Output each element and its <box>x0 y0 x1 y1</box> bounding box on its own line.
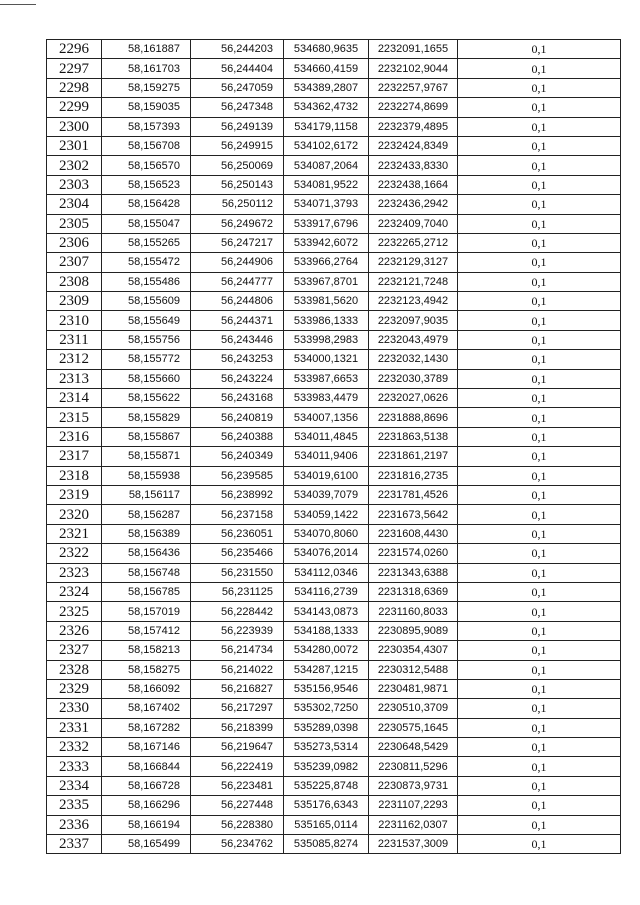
table-row <box>47 505 621 524</box>
y-coordinate-cell: 2231608,4430 <box>369 524 458 543</box>
accuracy-cell: 0,1 <box>458 292 621 311</box>
table-row <box>47 175 621 194</box>
longitude-cell: 56,247059 <box>191 78 284 97</box>
y-coordinate-cell: 2231162,0307 <box>369 815 458 834</box>
x-coordinate-cell: 534070,8060 <box>284 524 369 543</box>
latitude-cell: 58,156389 <box>102 524 191 543</box>
longitude-cell: 56,234762 <box>191 835 284 854</box>
latitude-cell: 58,155938 <box>102 466 191 485</box>
table-row <box>47 311 621 330</box>
latitude-cell: 58,157412 <box>102 621 191 640</box>
longitude-cell: 56,228380 <box>191 815 284 834</box>
y-coordinate-cell: 2232123,4942 <box>369 292 458 311</box>
longitude-cell: 56,244371 <box>191 311 284 330</box>
x-coordinate-cell: 534000,1321 <box>284 350 369 369</box>
x-coordinate-cell: 533983,4479 <box>284 389 369 408</box>
x-coordinate-cell: 534071,3793 <box>284 195 369 214</box>
latitude-cell: 58,161703 <box>102 59 191 78</box>
longitude-cell: 56,250069 <box>191 156 284 175</box>
table-row <box>47 272 621 291</box>
point-number: 2297 <box>47 59 102 78</box>
point-number: 2325 <box>47 602 102 621</box>
y-coordinate-cell: 2232097,9035 <box>369 311 458 330</box>
x-coordinate-cell: 534143,0873 <box>284 602 369 621</box>
table-row <box>47 98 621 117</box>
y-coordinate-cell: 2230354,4307 <box>369 641 458 660</box>
table-row <box>47 59 621 78</box>
point-number: 2336 <box>47 815 102 834</box>
point-number: 2331 <box>47 718 102 737</box>
latitude-cell: 58,156748 <box>102 563 191 582</box>
point-number: 2320 <box>47 505 102 524</box>
accuracy-cell: 0,1 <box>458 699 621 718</box>
table-row <box>47 466 621 485</box>
x-coordinate-cell: 534076,2014 <box>284 544 369 563</box>
x-coordinate-cell: 533942,6072 <box>284 233 369 252</box>
table-row <box>47 757 621 776</box>
x-coordinate-cell: 534116,2739 <box>284 582 369 601</box>
table-row <box>47 40 621 59</box>
accuracy-cell: 0,1 <box>458 796 621 815</box>
point-number: 2327 <box>47 641 102 660</box>
latitude-cell: 58,156117 <box>102 485 191 504</box>
y-coordinate-cell: 2231537,3009 <box>369 835 458 854</box>
y-coordinate-cell: 2232027,0626 <box>369 389 458 408</box>
longitude-cell: 56,249672 <box>191 214 284 233</box>
longitude-cell: 56,240349 <box>191 447 284 466</box>
table-row <box>47 835 621 854</box>
point-number: 2319 <box>47 485 102 504</box>
point-number: 2328 <box>47 660 102 679</box>
longitude-cell: 56,236051 <box>191 524 284 543</box>
y-coordinate-cell: 2232438,1664 <box>369 175 458 194</box>
accuracy-cell: 0,1 <box>458 660 621 679</box>
point-number: 2303 <box>47 175 102 194</box>
accuracy-cell: 0,1 <box>458 505 621 524</box>
latitude-cell: 58,155871 <box>102 447 191 466</box>
x-coordinate-cell: 535176,6343 <box>284 796 369 815</box>
x-coordinate-cell: 533981,5620 <box>284 292 369 311</box>
accuracy-cell: 0,1 <box>458 835 621 854</box>
accuracy-cell: 0,1 <box>458 524 621 543</box>
x-coordinate-cell: 535225,8748 <box>284 776 369 795</box>
accuracy-cell: 0,1 <box>458 466 621 485</box>
x-coordinate-cell: 535165,0114 <box>284 815 369 834</box>
x-coordinate-cell: 535156,9546 <box>284 679 369 698</box>
longitude-cell: 56,244203 <box>191 40 284 59</box>
x-coordinate-cell: 535085,8274 <box>284 835 369 854</box>
x-coordinate-cell: 533986,1333 <box>284 311 369 330</box>
longitude-cell: 56,240388 <box>191 427 284 446</box>
accuracy-cell: 0,1 <box>458 330 621 349</box>
longitude-cell: 56,223939 <box>191 621 284 640</box>
y-coordinate-cell: 2230312,5488 <box>369 660 458 679</box>
y-coordinate-cell: 2232043,4979 <box>369 330 458 349</box>
accuracy-cell: 0,1 <box>458 776 621 795</box>
latitude-cell: 58,155829 <box>102 408 191 427</box>
point-number: 2315 <box>47 408 102 427</box>
latitude-cell: 58,157393 <box>102 117 191 136</box>
point-number: 2337 <box>47 835 102 854</box>
latitude-cell: 58,156428 <box>102 195 191 214</box>
accuracy-cell: 0,1 <box>458 136 621 155</box>
latitude-cell: 58,156785 <box>102 582 191 601</box>
table-row <box>47 447 621 466</box>
point-number: 2326 <box>47 621 102 640</box>
x-coordinate-cell: 534680,9635 <box>284 40 369 59</box>
y-coordinate-cell: 2232409,7040 <box>369 214 458 233</box>
accuracy-cell: 0,1 <box>458 117 621 136</box>
y-coordinate-cell: 2232379,4895 <box>369 117 458 136</box>
accuracy-cell: 0,1 <box>458 485 621 504</box>
accuracy-cell: 0,1 <box>458 602 621 621</box>
accuracy-cell: 0,1 <box>458 447 621 466</box>
table-row <box>47 408 621 427</box>
y-coordinate-cell: 2232433,8330 <box>369 156 458 175</box>
latitude-cell: 58,155472 <box>102 253 191 272</box>
point-number: 2309 <box>47 292 102 311</box>
y-coordinate-cell: 2231861,2197 <box>369 447 458 466</box>
longitude-cell: 56,214734 <box>191 641 284 660</box>
table-row <box>47 330 621 349</box>
accuracy-cell: 0,1 <box>458 233 621 252</box>
x-coordinate-cell: 534179,1158 <box>284 117 369 136</box>
point-number: 2330 <box>47 699 102 718</box>
table-row <box>47 796 621 815</box>
table-row <box>47 776 621 795</box>
x-coordinate-cell: 534362,4732 <box>284 98 369 117</box>
longitude-cell: 56,235466 <box>191 544 284 563</box>
latitude-cell: 58,155756 <box>102 330 191 349</box>
longitude-cell: 56,244777 <box>191 272 284 291</box>
table-row <box>47 815 621 834</box>
longitude-cell: 56,243224 <box>191 369 284 388</box>
latitude-cell: 58,155486 <box>102 272 191 291</box>
latitude-cell: 58,155047 <box>102 214 191 233</box>
accuracy-cell: 0,1 <box>458 78 621 97</box>
longitude-cell: 56,222419 <box>191 757 284 776</box>
accuracy-cell: 0,1 <box>458 718 621 737</box>
accuracy-cell: 0,1 <box>458 59 621 78</box>
latitude-cell: 58,166296 <box>102 796 191 815</box>
table-row <box>47 350 621 369</box>
longitude-cell: 56,247348 <box>191 98 284 117</box>
accuracy-cell: 0,1 <box>458 544 621 563</box>
x-coordinate-cell: 534059,1422 <box>284 505 369 524</box>
accuracy-cell: 0,1 <box>458 621 621 640</box>
y-coordinate-cell: 2230575,1645 <box>369 718 458 737</box>
coordinates-table-body <box>47 40 621 854</box>
y-coordinate-cell: 2230481,9871 <box>369 679 458 698</box>
longitude-cell: 56,250143 <box>191 175 284 194</box>
longitude-cell: 56,214022 <box>191 660 284 679</box>
y-coordinate-cell: 2231160,8033 <box>369 602 458 621</box>
accuracy-cell: 0,1 <box>458 98 621 117</box>
x-coordinate-cell: 535302,7250 <box>284 699 369 718</box>
y-coordinate-cell: 2231888,8696 <box>369 408 458 427</box>
latitude-cell: 58,155609 <box>102 292 191 311</box>
table-row <box>47 621 621 640</box>
point-number: 2323 <box>47 563 102 582</box>
table-row <box>47 253 621 272</box>
longitude-cell: 56,250112 <box>191 195 284 214</box>
point-number: 2322 <box>47 544 102 563</box>
x-coordinate-cell: 533966,2764 <box>284 253 369 272</box>
accuracy-cell: 0,1 <box>458 427 621 446</box>
accuracy-cell: 0,1 <box>458 408 621 427</box>
point-number: 2329 <box>47 679 102 698</box>
y-coordinate-cell: 2232436,2942 <box>369 195 458 214</box>
table-row <box>47 369 621 388</box>
latitude-cell: 58,155867 <box>102 427 191 446</box>
point-number: 2321 <box>47 524 102 543</box>
x-coordinate-cell: 534087,2064 <box>284 156 369 175</box>
longitude-cell: 56,237158 <box>191 505 284 524</box>
point-number: 2299 <box>47 98 102 117</box>
y-coordinate-cell: 2231343,6388 <box>369 563 458 582</box>
y-coordinate-cell: 2230648,5429 <box>369 738 458 757</box>
y-coordinate-cell: 2230811,5296 <box>369 757 458 776</box>
latitude-cell: 58,167402 <box>102 699 191 718</box>
longitude-cell: 56,244806 <box>191 292 284 311</box>
table-row <box>47 214 621 233</box>
y-coordinate-cell: 2232274,8699 <box>369 98 458 117</box>
y-coordinate-cell: 2230873,9731 <box>369 776 458 795</box>
x-coordinate-cell: 534188,1333 <box>284 621 369 640</box>
point-number: 2314 <box>47 389 102 408</box>
point-number: 2310 <box>47 311 102 330</box>
accuracy-cell: 0,1 <box>458 369 621 388</box>
table-row <box>47 641 621 660</box>
point-number: 2334 <box>47 776 102 795</box>
longitude-cell: 56,249915 <box>191 136 284 155</box>
accuracy-cell: 0,1 <box>458 679 621 698</box>
longitude-cell: 56,238992 <box>191 485 284 504</box>
x-coordinate-cell: 534102,6172 <box>284 136 369 155</box>
latitude-cell: 58,159035 <box>102 98 191 117</box>
longitude-cell: 56,247217 <box>191 233 284 252</box>
table-row <box>47 485 621 504</box>
latitude-cell: 58,159275 <box>102 78 191 97</box>
point-number: 2306 <box>47 233 102 252</box>
y-coordinate-cell: 2231673,5642 <box>369 505 458 524</box>
accuracy-cell: 0,1 <box>458 815 621 834</box>
accuracy-cell: 0,1 <box>458 582 621 601</box>
y-coordinate-cell: 2232121,7248 <box>369 272 458 291</box>
accuracy-cell: 0,1 <box>458 738 621 757</box>
longitude-cell: 56,243253 <box>191 350 284 369</box>
x-coordinate-cell: 534011,9406 <box>284 447 369 466</box>
y-coordinate-cell: 2231816,2735 <box>369 466 458 485</box>
latitude-cell: 58,156436 <box>102 544 191 563</box>
y-coordinate-cell: 2232091,1655 <box>369 40 458 59</box>
accuracy-cell: 0,1 <box>458 175 621 194</box>
latitude-cell: 58,156708 <box>102 136 191 155</box>
table-row <box>47 292 621 311</box>
table-row <box>47 738 621 757</box>
point-number: 2316 <box>47 427 102 446</box>
accuracy-cell: 0,1 <box>458 350 621 369</box>
table-row <box>47 524 621 543</box>
point-number: 2333 <box>47 757 102 776</box>
point-number: 2304 <box>47 195 102 214</box>
accuracy-cell: 0,1 <box>458 757 621 776</box>
table-row <box>47 427 621 446</box>
longitude-cell: 56,243168 <box>191 389 284 408</box>
point-number: 2335 <box>47 796 102 815</box>
longitude-cell: 56,216827 <box>191 679 284 698</box>
accuracy-cell: 0,1 <box>458 40 621 59</box>
latitude-cell: 58,156523 <box>102 175 191 194</box>
point-number: 2311 <box>47 330 102 349</box>
x-coordinate-cell: 535289,0398 <box>284 718 369 737</box>
table-row <box>47 195 621 214</box>
point-number: 2313 <box>47 369 102 388</box>
latitude-cell: 58,156287 <box>102 505 191 524</box>
longitude-cell: 56,228442 <box>191 602 284 621</box>
longitude-cell: 56,219647 <box>191 738 284 757</box>
table-row <box>47 718 621 737</box>
y-coordinate-cell: 2231318,6369 <box>369 582 458 601</box>
accuracy-cell: 0,1 <box>458 389 621 408</box>
table-row <box>47 660 621 679</box>
point-number: 2318 <box>47 466 102 485</box>
longitude-cell: 56,244404 <box>191 59 284 78</box>
table-row <box>47 78 621 97</box>
y-coordinate-cell: 2230510,3709 <box>369 699 458 718</box>
latitude-cell: 58,166844 <box>102 757 191 776</box>
accuracy-cell: 0,1 <box>458 253 621 272</box>
longitude-cell: 56,231550 <box>191 563 284 582</box>
point-number: 2300 <box>47 117 102 136</box>
table-row <box>47 699 621 718</box>
latitude-cell: 58,155660 <box>102 369 191 388</box>
table-row <box>47 136 621 155</box>
accuracy-cell: 0,1 <box>458 272 621 291</box>
x-coordinate-cell: 534287,1215 <box>284 660 369 679</box>
latitude-cell: 58,165499 <box>102 835 191 854</box>
accuracy-cell: 0,1 <box>458 311 621 330</box>
latitude-cell: 58,155265 <box>102 233 191 252</box>
coordinates-table <box>46 39 621 854</box>
latitude-cell: 58,155772 <box>102 350 191 369</box>
x-coordinate-cell: 533987,6653 <box>284 369 369 388</box>
x-coordinate-cell: 534660,4159 <box>284 59 369 78</box>
accuracy-cell: 0,1 <box>458 156 621 175</box>
y-coordinate-cell: 2232030,3789 <box>369 369 458 388</box>
longitude-cell: 56,227448 <box>191 796 284 815</box>
longitude-cell: 56,243446 <box>191 330 284 349</box>
y-coordinate-cell: 2232032,1430 <box>369 350 458 369</box>
latitude-cell: 58,166092 <box>102 679 191 698</box>
table-row <box>47 582 621 601</box>
x-coordinate-cell: 535239,0982 <box>284 757 369 776</box>
point-number: 2308 <box>47 272 102 291</box>
accuracy-cell: 0,1 <box>458 641 621 660</box>
x-coordinate-cell: 534280,0072 <box>284 641 369 660</box>
x-coordinate-cell: 534112,0346 <box>284 563 369 582</box>
latitude-cell: 58,166194 <box>102 815 191 834</box>
x-coordinate-cell: 533998,2983 <box>284 330 369 349</box>
latitude-cell: 58,155649 <box>102 311 191 330</box>
latitude-cell: 58,161887 <box>102 40 191 59</box>
table-row <box>47 602 621 621</box>
longitude-cell: 56,244906 <box>191 253 284 272</box>
latitude-cell: 58,156570 <box>102 156 191 175</box>
table-row <box>47 563 621 582</box>
x-coordinate-cell: 534007,1356 <box>284 408 369 427</box>
x-coordinate-cell: 534019,6100 <box>284 466 369 485</box>
latitude-cell: 58,158213 <box>102 641 191 660</box>
x-coordinate-cell: 534039,7079 <box>284 485 369 504</box>
point-number: 2305 <box>47 214 102 233</box>
accuracy-cell: 0,1 <box>458 563 621 582</box>
y-coordinate-cell: 2232102,9044 <box>369 59 458 78</box>
table-row <box>47 544 621 563</box>
table-row <box>47 156 621 175</box>
y-coordinate-cell: 2230895,9089 <box>369 621 458 640</box>
latitude-cell: 58,167146 <box>102 738 191 757</box>
table-row <box>47 679 621 698</box>
point-number: 2302 <box>47 156 102 175</box>
latitude-cell: 58,157019 <box>102 602 191 621</box>
longitude-cell: 56,218399 <box>191 718 284 737</box>
longitude-cell: 56,231125 <box>191 582 284 601</box>
latitude-cell: 58,155622 <box>102 389 191 408</box>
y-coordinate-cell: 2232257,9767 <box>369 78 458 97</box>
point-number: 2296 <box>47 40 102 59</box>
x-coordinate-cell: 533967,8701 <box>284 272 369 291</box>
point-number: 2324 <box>47 582 102 601</box>
table-row <box>47 389 621 408</box>
accuracy-cell: 0,1 <box>458 214 621 233</box>
latitude-cell: 58,158275 <box>102 660 191 679</box>
longitude-cell: 56,239585 <box>191 466 284 485</box>
point-number: 2317 <box>47 447 102 466</box>
point-number: 2298 <box>47 78 102 97</box>
accuracy-cell: 0,1 <box>458 195 621 214</box>
scan-edge-mark <box>0 4 36 5</box>
longitude-cell: 56,217297 <box>191 699 284 718</box>
point-number: 2312 <box>47 350 102 369</box>
y-coordinate-cell: 2232129,3127 <box>369 253 458 272</box>
x-coordinate-cell: 535273,5314 <box>284 738 369 757</box>
x-coordinate-cell: 534011,4845 <box>284 427 369 446</box>
x-coordinate-cell: 533917,6796 <box>284 214 369 233</box>
y-coordinate-cell: 2232265,2712 <box>369 233 458 252</box>
point-number: 2332 <box>47 738 102 757</box>
point-number: 2301 <box>47 136 102 155</box>
longitude-cell: 56,249139 <box>191 117 284 136</box>
y-coordinate-cell: 2231781,4526 <box>369 485 458 504</box>
longitude-cell: 56,240819 <box>191 408 284 427</box>
longitude-cell: 56,223481 <box>191 776 284 795</box>
x-coordinate-cell: 534389,2807 <box>284 78 369 97</box>
latitude-cell: 58,167282 <box>102 718 191 737</box>
y-coordinate-cell: 2231107,2293 <box>369 796 458 815</box>
x-coordinate-cell: 534081,9522 <box>284 175 369 194</box>
point-number: 2307 <box>47 253 102 272</box>
y-coordinate-cell: 2231574,0260 <box>369 544 458 563</box>
table-row <box>47 233 621 252</box>
table-row <box>47 117 621 136</box>
latitude-cell: 58,166728 <box>102 776 191 795</box>
y-coordinate-cell: 2231863,5138 <box>369 427 458 446</box>
y-coordinate-cell: 2232424,8349 <box>369 136 458 155</box>
